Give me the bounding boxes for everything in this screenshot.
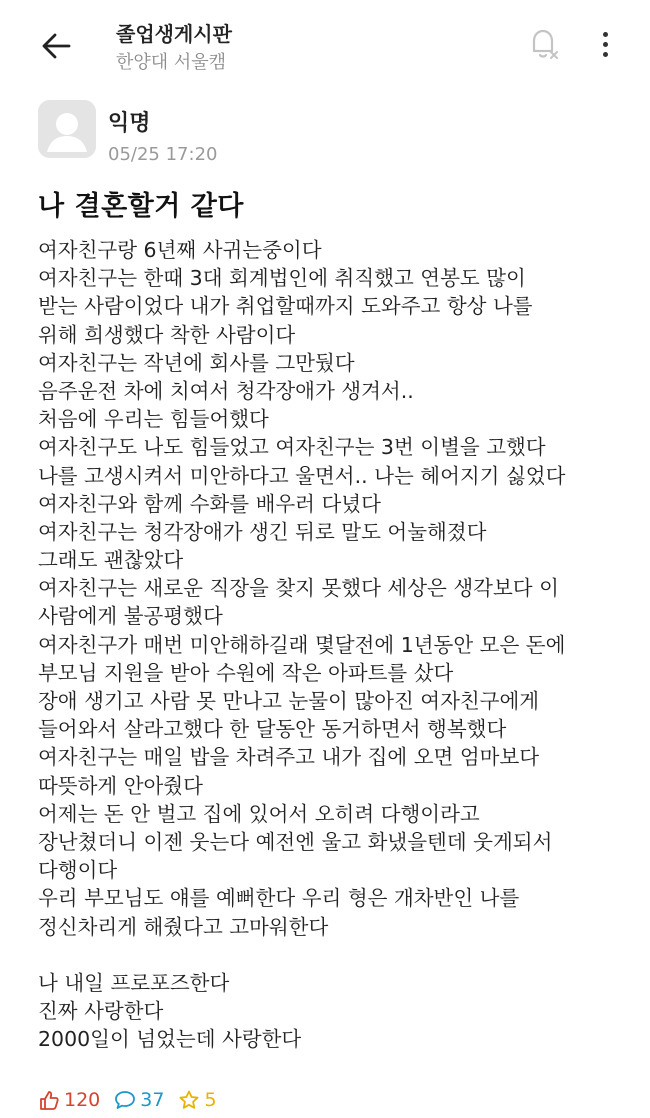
post-title: 나 결혼할거 같다 [38, 191, 244, 222]
back-arrow-icon [41, 33, 71, 59]
post-line: 2000일이 넘었는데 사랑한다 [38, 1027, 302, 1052]
post-line: 받는 사람이었다 내가 취업할때까지 도와주고 항상 나를 [38, 294, 533, 319]
author-info [38, 100, 618, 170]
default-profile-icon [38, 100, 96, 158]
more-vertical-icon [603, 32, 608, 37]
scrap-button[interactable] [178, 1089, 216, 1111]
post-line: 여자친구는 청각장애가 생긴 뒤로 말도 어눌해졌다 [38, 519, 487, 544]
author-name: 익명 [108, 111, 151, 136]
comment-bubble-icon [114, 1089, 136, 1111]
avatar [38, 100, 96, 158]
post-line: 여자친구도 나도 힘들었고 여자친구는 3번 이별을 고했다 [38, 435, 546, 460]
post-line: 위해 희생했다 착한 사람이다 [38, 322, 296, 347]
post-line: 어제는 돈 안 벌고 집에 있어서 오히려 다행이라고 [38, 801, 480, 826]
back-button[interactable] [36, 26, 76, 66]
post-line: 장난쳤더니 이젠 웃는다 예전엔 울고 화냈을텐데 웃게되서 [38, 829, 553, 854]
thumbs-up-icon [38, 1089, 60, 1111]
post-line: 부모님 지원을 받아 수원에 작은 아파트를 샀다 [38, 660, 454, 685]
post-line: 여자친구는 새로운 직장을 찾지 못했다 세상은 생각보다 이 [38, 576, 559, 601]
more-options-button[interactable] [588, 24, 622, 64]
post-line: 진짜 사랑한다 [38, 999, 164, 1024]
comment-button[interactable] [114, 1089, 164, 1111]
post-line: 따뜻하게 안아줬다 [38, 773, 203, 798]
board-subtitle: 한양대 서울캠 [116, 52, 227, 73]
comment-count: 37 [140, 1089, 165, 1111]
post-line: 그래도 괜찮았다 [38, 548, 184, 573]
blank-line [38, 941, 618, 969]
post-line: 여자친구는 매일 밥을 차려주고 내가 집에 오면 엄마보다 [38, 745, 540, 770]
scrap-count: 5 [204, 1089, 217, 1111]
bell-off-icon [524, 24, 564, 64]
post-body [38, 236, 618, 1053]
post-line: 여자친구와 함께 수화를 배우러 다녔다 [38, 491, 381, 516]
notification-toggle-button[interactable] [524, 24, 564, 64]
post-line: 나를 고생시켜서 미안하다고 울면서.. 나는 헤어지기 싫었다 [38, 463, 566, 488]
star-icon [178, 1089, 200, 1111]
post-stats [38, 1086, 231, 1114]
post-line: 여자친구는 한때 3대 회계법인에 취직했고 연봉도 많이 [38, 266, 526, 291]
post-line: 여자친구랑 6년째 사귀는중이다 [38, 238, 322, 262]
post-line: 여자친구는 작년에 회사를 그만뒀다 [38, 350, 355, 375]
top-bar [0, 0, 650, 90]
post-line: 우리 부모님도 얘를 예뻐한다 우리 형은 개차반인 나를 [38, 886, 520, 911]
post-line: 들어와서 살라고했다 한 달동안 동거하면서 행복했다 [38, 717, 507, 742]
post-line: 나 내일 프로포즈한다 [38, 970, 230, 995]
board-title: 졸업생게시판 [116, 22, 232, 46]
post-line: 다행이다 [38, 858, 118, 883]
like-count: 120 [64, 1089, 101, 1111]
post-line: 여자친구가 매번 미안해하길래 몇달전에 1년동안 모은 돈에 [38, 632, 566, 657]
post-line: 음주운전 차에 치여서 청각장애가 생겨서.. [38, 378, 414, 403]
post-line: 정신차리게 해줬다고 고마워한다 [38, 914, 329, 939]
post-line: 사람에게 불공평했다 [38, 604, 223, 629]
like-button[interactable] [38, 1089, 100, 1111]
post-line: 장애 생기고 사람 못 만나고 눈물이 많아진 여자친구에게 [38, 689, 540, 713]
post-line: 처음에 우리는 힘들어했다 [38, 407, 269, 432]
post-timestamp: 05/25 17:20 [108, 144, 218, 165]
